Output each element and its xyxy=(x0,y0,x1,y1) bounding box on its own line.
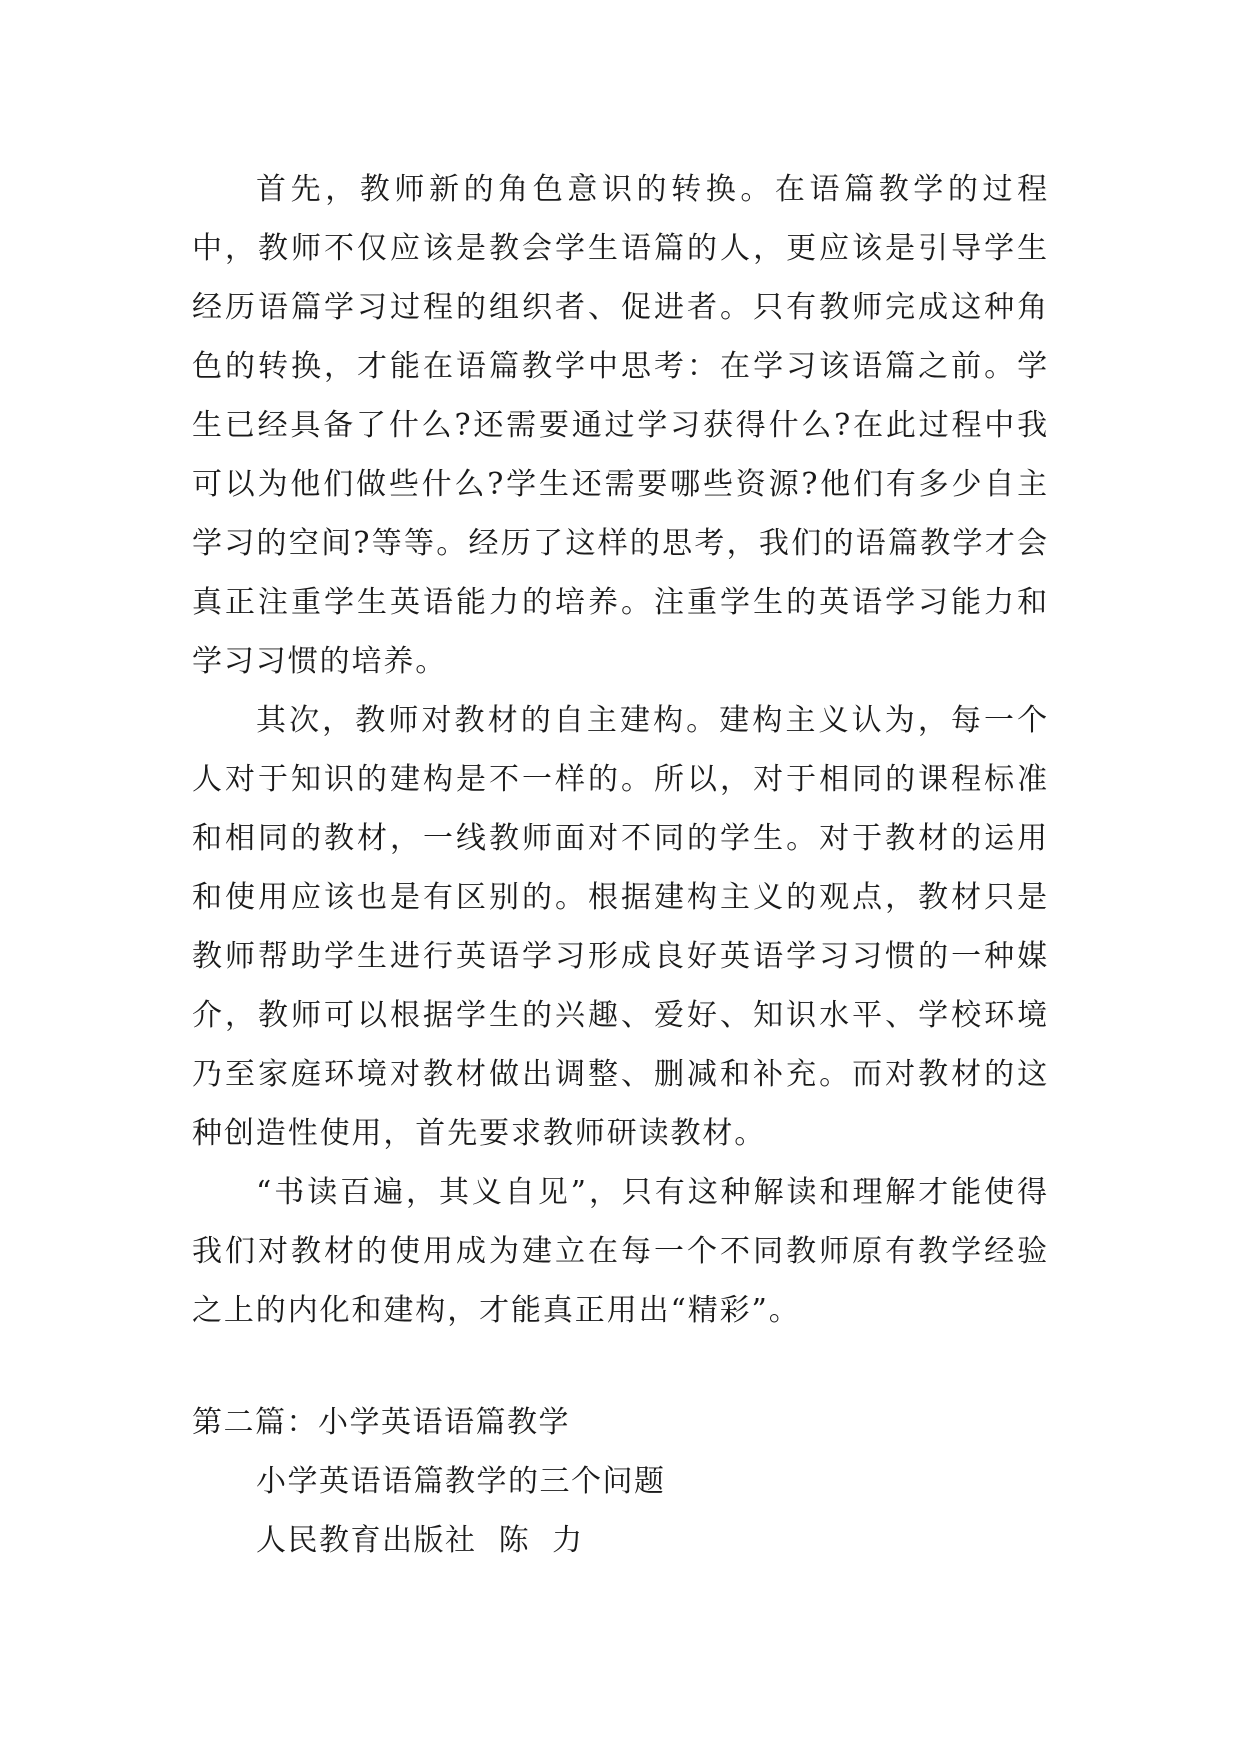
article-title: 小学英语语篇教学的三个问题 xyxy=(256,1464,666,1499)
paragraph-teacher-role: 首先，教师新的角色意识的转换。在语篇教学的过程中，教师不仅应该是教会学生语篇的人，更应该是引导学生经历语篇学习过程的组织者、促进者。只有教师完成这种角色的转换，才能在语篇教学中思考：在学习该语篇之前。学生已经具备了什么?还需要通过学习获得什么?在此过程中我可以为他们做些什么?学生还需要哪些资源?他们有多少自主学习的空间?等等。经历了这样的思考，我们的语篇教学才会真正注重学生英语能力的培养。注重学生的英语学习能力和学习习惯的培养。 xyxy=(192,172,1049,679)
author-line: 人民教育出版社 陈 力 xyxy=(256,1523,584,1558)
section-title: 第二篇：小学英语语篇教学 xyxy=(192,1405,570,1440)
paragraph-textbook-construction: 其次，教师对教材的自主建构。建构主义认为，每一个人对于知识的建构是不一样的。所以，对于相同的课程标准和相同的教材，一线教师面对不同的学生。对于教材的运用和使用应该也是有区别的。根据建构主义的观点，教材只是教师帮助学生进行英语学习形成良好英语学习习惯的一种媒介，教师可以根据学生的兴趣、爱好、知识水平、学校环境乃至家庭环境对教材做出调整、删减和补充。而对教材的这种创造性使用，首先要求教师研读教材。 xyxy=(192,703,1049,1151)
paragraph-reading-quote: “书读百遍，其义自见”，只有这种解读和理解才能使得我们对教材的使用成为建立在每一个不同教师原有教学经验之上的内化和建构，才能真正用出“精彩”。 xyxy=(192,1175,1049,1328)
section-two xyxy=(192,1393,1049,1570)
document-page xyxy=(192,160,1049,1570)
